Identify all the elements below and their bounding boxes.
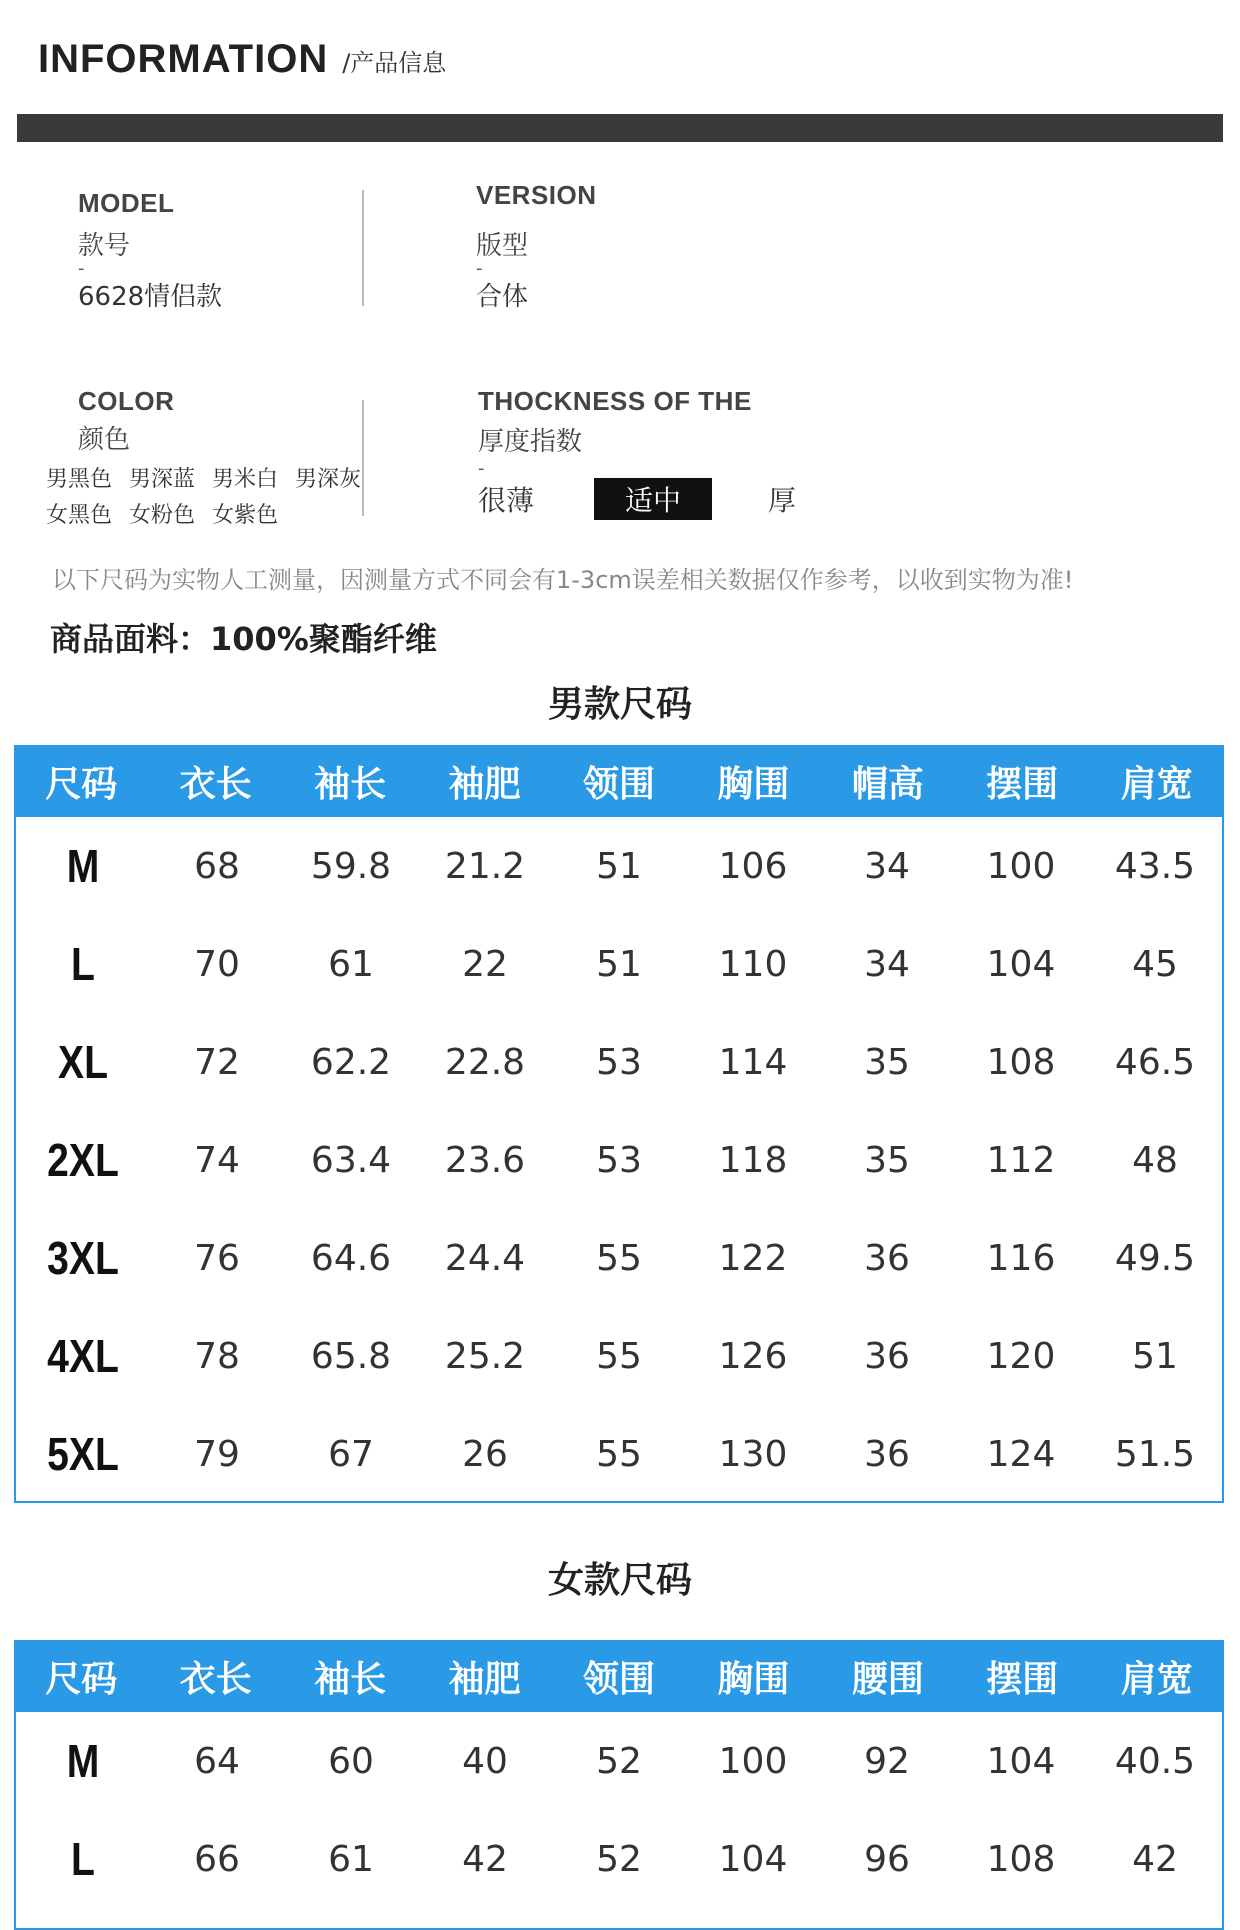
size-label-cell: XL [58, 1036, 108, 1088]
table-header-cell: 摆围 [986, 763, 1059, 805]
table-cell: 53 [596, 1139, 642, 1181]
table-cell: 25.2 [444, 1335, 526, 1377]
table-cell: 52 [596, 1838, 642, 1880]
table-cell: 55 [596, 1433, 642, 1475]
color-block [78, 386, 174, 456]
table-cell: 60 [328, 1740, 374, 1782]
color-option: 男黑色 [46, 467, 113, 492]
table-row [16, 1307, 1222, 1405]
version-label-cn: 版型 [476, 231, 529, 261]
table-header-cell: 袖长 [314, 1658, 387, 1700]
table-cell: 110 [718, 943, 788, 985]
table-cell: 67 [328, 1433, 374, 1475]
table-cell: 126 [718, 1335, 788, 1377]
table-row [16, 915, 1222, 1013]
table-cell: 34 [864, 845, 910, 887]
thickness-block [478, 386, 796, 520]
table-cell: 118 [718, 1139, 788, 1181]
table-cell: 45 [1132, 943, 1178, 985]
thickness-dash: - [478, 458, 485, 479]
table-header-cell: 袖肥 [448, 1658, 521, 1700]
size-label-cell: 3XL [47, 1232, 119, 1284]
table-cell: 130 [718, 1433, 788, 1475]
table-cell: 59.8 [310, 845, 392, 887]
table-cell: 42 [1132, 1838, 1178, 1880]
men-size-title: 男款尺码 [547, 684, 692, 725]
header-divider-bar [17, 114, 1223, 142]
table-cell: 62.2 [310, 1041, 392, 1083]
color-label-en: COLOR [78, 386, 175, 416]
table-cell: 53 [596, 1041, 642, 1083]
size-label-cell: L [71, 1833, 95, 1885]
model-label-en: MODEL [78, 188, 175, 218]
model-label-cn: 款号 [78, 231, 131, 261]
table-cell: 36 [864, 1433, 910, 1475]
page-subtitle: /产品信息 [342, 49, 447, 77]
table-header-cell: 胸围 [717, 1658, 790, 1700]
table-row [16, 1111, 1222, 1209]
table-cell: 22.8 [444, 1041, 526, 1083]
table-cell: 104 [718, 1838, 788, 1880]
table-cell: 124 [986, 1433, 1056, 1475]
table-header-cell: 尺码 [45, 1658, 118, 1700]
page-title: INFORMATION [38, 37, 329, 81]
table-header-cell: 袖肥 [448, 763, 521, 805]
table-cell: 66 [194, 1838, 240, 1880]
table-cell: 65.8 [310, 1335, 392, 1377]
fabric-info: 商品面料：100%聚酯纤维 [50, 620, 437, 658]
table-cell: 49.5 [1114, 1237, 1196, 1279]
table-cell: 96 [864, 1838, 910, 1880]
info-divider [362, 400, 364, 516]
measurement-note: 以下尺码为实物人工测量，因测量方式不同会有1-3cm误差相关数据仅作参考，以收到实物为准! [52, 566, 1074, 594]
table-cell: 61 [328, 1838, 374, 1880]
model-block [78, 188, 222, 313]
table-cell: 64.6 [310, 1237, 392, 1279]
table-cell: 35 [864, 1041, 910, 1083]
header [38, 32, 446, 82]
table-cell: 55 [596, 1335, 642, 1377]
model-dash: - [78, 258, 85, 279]
table-cell: 120 [986, 1335, 1056, 1377]
table-cell: 43.5 [1114, 845, 1196, 887]
table-cell: 34 [864, 943, 910, 985]
table-row [16, 1712, 1222, 1810]
table-cell: 112 [986, 1139, 1056, 1181]
table-cell: 104 [986, 943, 1056, 985]
thickness-option-medium-selected: 适中 [594, 478, 712, 520]
table-header-cell: 肩宽 [1120, 763, 1193, 805]
model-value: 6628情侣款 [78, 282, 223, 312]
table-cell: 36 [864, 1335, 910, 1377]
women-size-title: 女款尺码 [547, 1560, 692, 1601]
table-cell: 78 [194, 1335, 240, 1377]
color-option: 女紫色 [212, 503, 279, 528]
table-cell: 100 [718, 1740, 788, 1782]
thickness-label-en: THOCKNESS OF THE [478, 386, 752, 416]
table-header-cell: 帽高 [851, 763, 924, 805]
table-cell: 52 [596, 1740, 642, 1782]
version-label-en: VERSION [476, 180, 597, 210]
table-header-cell: 摆围 [986, 1658, 1059, 1700]
table-cell: 40 [462, 1740, 508, 1782]
table-cell: 92 [864, 1740, 910, 1782]
color-options-row2 [46, 498, 371, 534]
table-cell: 61 [328, 943, 374, 985]
women-size-table [14, 1640, 1224, 1930]
table-cell: 74 [194, 1139, 240, 1181]
table-header-row [14, 745, 1224, 817]
table-cell: 72 [194, 1041, 240, 1083]
table-cell: 100 [986, 845, 1056, 887]
table-header-cell: 胸围 [717, 763, 790, 805]
table-header-row [14, 1640, 1224, 1712]
color-options [46, 462, 371, 534]
table-cell: 104 [986, 1740, 1056, 1782]
table-cell: 70 [194, 943, 240, 985]
size-label-cell: 5XL [47, 1428, 119, 1480]
color-label-cn: 颜色 [78, 425, 131, 455]
table-row [16, 1810, 1222, 1908]
color-option: 男深蓝 [129, 467, 196, 492]
table-header-cell: 腰围 [851, 1658, 924, 1700]
table-cell: 79 [194, 1433, 240, 1475]
table-cell: 51.5 [1114, 1433, 1196, 1475]
table-cell: 108 [986, 1041, 1056, 1083]
color-option: 男深灰 [295, 467, 362, 492]
table-cell: 108 [986, 1838, 1056, 1880]
table-row [16, 1405, 1222, 1503]
table-cell: 26 [462, 1433, 508, 1475]
size-label-cell: 4XL [47, 1330, 119, 1382]
thickness-option-thick: 厚 [768, 484, 797, 517]
table-row [16, 1013, 1222, 1111]
table-header-cell: 领围 [582, 1658, 655, 1700]
table-header-cell: 领围 [582, 763, 655, 805]
version-block [476, 180, 597, 313]
table-cell: 24.4 [444, 1237, 526, 1279]
table-header-cell: 衣长 [179, 1658, 252, 1700]
table-header-cell: 肩宽 [1120, 1658, 1193, 1700]
version-dash: - [476, 258, 483, 279]
table-cell: 68 [194, 845, 240, 887]
table-cell: 46.5 [1114, 1041, 1196, 1083]
size-label-cell: L [71, 938, 95, 990]
table-cell: 51 [596, 943, 642, 985]
table-row [16, 1209, 1222, 1307]
thickness-label-cn: 厚度指数 [478, 427, 583, 457]
table-header-cell: 衣长 [179, 763, 252, 805]
info-divider [362, 190, 364, 306]
table-row [16, 817, 1222, 915]
table-cell: 42 [462, 1838, 508, 1880]
table-cell: 51 [1132, 1335, 1178, 1377]
table-cell: 23.6 [444, 1139, 526, 1181]
table-cell: 106 [718, 845, 788, 887]
table-cell: 22 [462, 943, 508, 985]
color-options-row1 [46, 462, 371, 498]
color-option: 女黑色 [46, 503, 113, 528]
color-option: 男米白 [212, 467, 279, 492]
table-cell: 63.4 [310, 1139, 392, 1181]
table-cell: 48 [1132, 1139, 1178, 1181]
table-cell: 40.5 [1114, 1740, 1196, 1782]
thickness-scale [478, 478, 796, 520]
thickness-option-thin: 很薄 [478, 484, 535, 517]
size-label-cell: 2XL [47, 1134, 119, 1186]
table-cell: 35 [864, 1139, 910, 1181]
table-cell: 64 [194, 1740, 240, 1782]
table-header-cell: 袖长 [314, 763, 387, 805]
table-cell: 21.2 [444, 845, 526, 887]
size-label-cell: M [66, 840, 100, 892]
table-header-cell: 尺码 [45, 763, 118, 805]
table-cell: 122 [718, 1237, 788, 1279]
table-cell: 51 [596, 845, 642, 887]
table-cell: 76 [194, 1237, 240, 1279]
table-cell: 36 [864, 1237, 910, 1279]
men-size-table [14, 745, 1224, 1503]
version-value: 合体 [476, 282, 529, 312]
color-option: 女粉色 [129, 503, 196, 528]
table-cell: 55 [596, 1237, 642, 1279]
table-cell: 116 [986, 1237, 1056, 1279]
table-cell: 114 [718, 1041, 788, 1083]
size-label-cell: M [66, 1735, 100, 1787]
